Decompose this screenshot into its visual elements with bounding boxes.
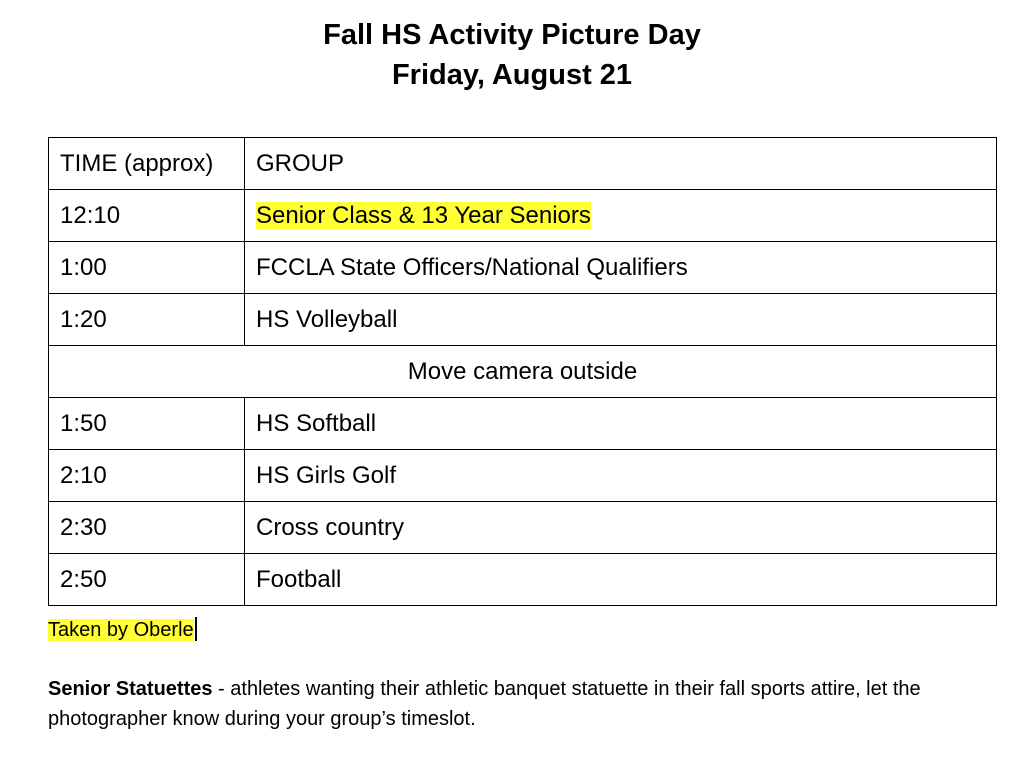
table-row <box>49 450 997 502</box>
highlighted-group-text: Senior Class & 13 Year Seniors <box>256 201 591 229</box>
document-title: Fall HS Activity Picture Day <box>323 19 701 51</box>
time-cell: 12:10 <box>49 190 245 242</box>
group-cell: Cross country <box>245 502 997 554</box>
time-cell: 1:00 <box>49 242 245 294</box>
time-cell: 2:50 <box>49 554 245 606</box>
schedule-table <box>48 137 997 606</box>
group-cell <box>245 190 997 242</box>
table-row <box>49 346 997 398</box>
senior-statuettes-note <box>48 674 998 734</box>
group-cell: HS Volleyball <box>245 294 997 346</box>
time-column-header: TIME (approx) <box>49 138 245 190</box>
text-cursor <box>195 617 197 641</box>
table-row <box>49 502 997 554</box>
document-date: Friday, August 21 <box>391 59 633 91</box>
table-row <box>49 190 997 242</box>
time-cell: 2:10 <box>49 450 245 502</box>
table-row <box>49 242 997 294</box>
table-header-row <box>49 138 997 190</box>
group-column-header: GROUP <box>245 138 997 190</box>
note-label: Senior Statuettes <box>48 678 213 700</box>
time-cell: 1:50 <box>49 398 245 450</box>
group-cell: Football <box>245 554 997 606</box>
group-cell: HS Girls Golf <box>245 450 997 502</box>
taken-by-text[interactable]: Taken by Oberle <box>48 619 194 641</box>
table-row <box>49 294 997 346</box>
note-text: - athletes wanting their athletic banquet statuette in their fall sports attire, let the photographer know during your group’s timeslot. <box>48 678 921 730</box>
merged-note-cell: Move camera outside <box>49 346 997 398</box>
table-row <box>49 554 997 606</box>
group-cell: FCCLA State Officers/National Qualifiers <box>245 242 997 294</box>
taken-by-line[interactable] <box>48 617 197 643</box>
table-row <box>49 398 997 450</box>
time-cell: 1:20 <box>49 294 245 346</box>
time-cell: 2:30 <box>49 502 245 554</box>
group-cell: HS Softball <box>245 398 997 450</box>
